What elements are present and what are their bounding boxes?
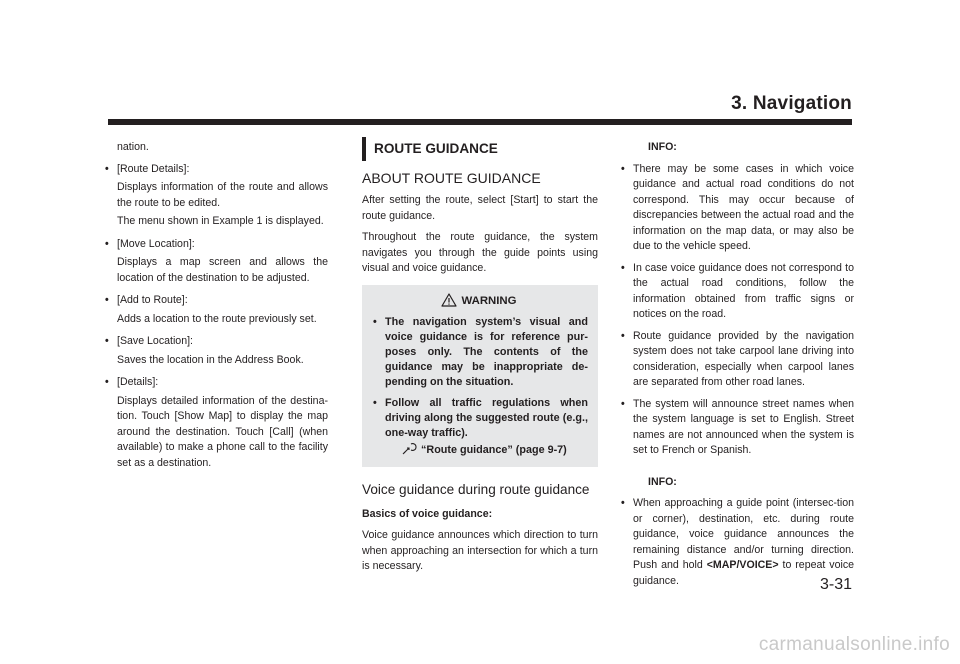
subsection-heading: ABOUT ROUTE GUIDANCE	[362, 170, 541, 186]
paragraph: Voice guidance announces which direction to turn when approaching an intersection for which a turn is necessary.	[362, 529, 598, 572]
warning-box	[362, 285, 598, 467]
warning-icon	[441, 293, 457, 307]
menu-item-title: • [Details]:	[102, 375, 328, 391]
section-heading: ROUTE GUIDANCE	[362, 140, 598, 157]
info-text: to repeat voice guidance.	[633, 559, 855, 587]
map-voice-button-label: <MAP/VOICE>	[706, 559, 779, 571]
column-3	[618, 140, 854, 595]
info-item: • The system will announce street names when the system language is set to English. Street names are not announced when the system is set to French or Spanish.	[618, 397, 854, 459]
menu-item-details	[102, 375, 328, 471]
warning-item: • The navigation system’s visual and voice guidance is for reference pur-poses only. The contents of the guidance may be inappropriate de-pending on the situation.	[370, 315, 588, 390]
reference-pointer-icon	[402, 442, 418, 455]
info-item	[618, 496, 854, 589]
menu-item-move-location	[102, 237, 328, 287]
page-number: 3-31	[819, 576, 852, 593]
header-rule	[108, 119, 852, 125]
info-label-2: INFO:	[648, 475, 677, 488]
menu-item-title: • [Move Location]:	[102, 237, 328, 253]
watermark: carmanualsonline.info	[758, 634, 950, 655]
page-reference-text[interactable]: “Route guidance” (page 9-7)	[421, 444, 567, 456]
warning-title-text: WARNING	[461, 294, 517, 307]
menu-item-title: • [Add to Route]:	[102, 293, 328, 309]
menu-item-desc: Saves the location in the Address Book.	[117, 353, 304, 366]
menu-item-desc: Displays detailed information of the destina-tion. Touch [Show Map] to display the map around the destination. Touch [Call] (when available) to make a phone call to the facility set as a destination.	[117, 394, 328, 469]
paragraph: After setting the route, select [Start] to start the route guidance.	[362, 194, 598, 222]
menu-item-desc: Displays a map screen and allows the location of the destination to be adjusted.	[117, 256, 328, 284]
menu-item-save-location	[102, 334, 328, 368]
menu-item-title: • [Save Location]:	[102, 334, 328, 350]
subsection-heading-2: Voice guidance during route guidance	[362, 481, 590, 497]
basics-label: Basics of voice guidance:	[362, 507, 493, 520]
paragraph: Throughout the route guidance, the system navigates you through the guide points using visual and voice guidance.	[362, 231, 598, 274]
menu-item-add-to-route	[102, 293, 328, 327]
menu-item-title: • [Route Details]:	[102, 162, 328, 178]
menu-item-desc: The menu shown in Example 1 is displayed.	[117, 215, 324, 227]
chapter-title: 3. Navigation	[731, 93, 852, 114]
warning-item: • Follow all traffic regulations when driving along the suggested route (e.g., one-way traffic).	[370, 396, 588, 441]
info-text: When approaching a guide point (intersec-tion or corner), destination, etc. during route guidance, voice guidance announces the remaining distance and/or turning direction. Push and hold	[633, 497, 854, 571]
continued-text: nation.	[117, 141, 149, 153]
warning-title	[370, 293, 588, 310]
info-item: • Route guidance provided by the navigation system does not take carpool lane driving into consideration, especially when carpool lanes are separated from other road lanes.	[618, 329, 854, 391]
menu-item-desc: Displays information of the route and allows the route to be edited.	[117, 181, 328, 209]
menu-item-desc: Adds a location to the route previously set.	[117, 312, 317, 325]
menu-item-route-details	[102, 162, 328, 230]
info-label: INFO:	[648, 141, 677, 153]
page-reference[interactable]	[402, 442, 588, 459]
column-2	[362, 140, 598, 581]
info-item: • There may be some cases in which voice guidance and actual road conditions do not correspond. This may occur because of discrepancies between the actual road and the information on the map data, or may also be due to the vehicle speed.	[618, 162, 854, 255]
info-item: • In case voice guidance does not correspond to the actual road conditions, follow the information obtained from traffic signs or notices on the road.	[618, 261, 854, 323]
column-1	[102, 140, 328, 478]
